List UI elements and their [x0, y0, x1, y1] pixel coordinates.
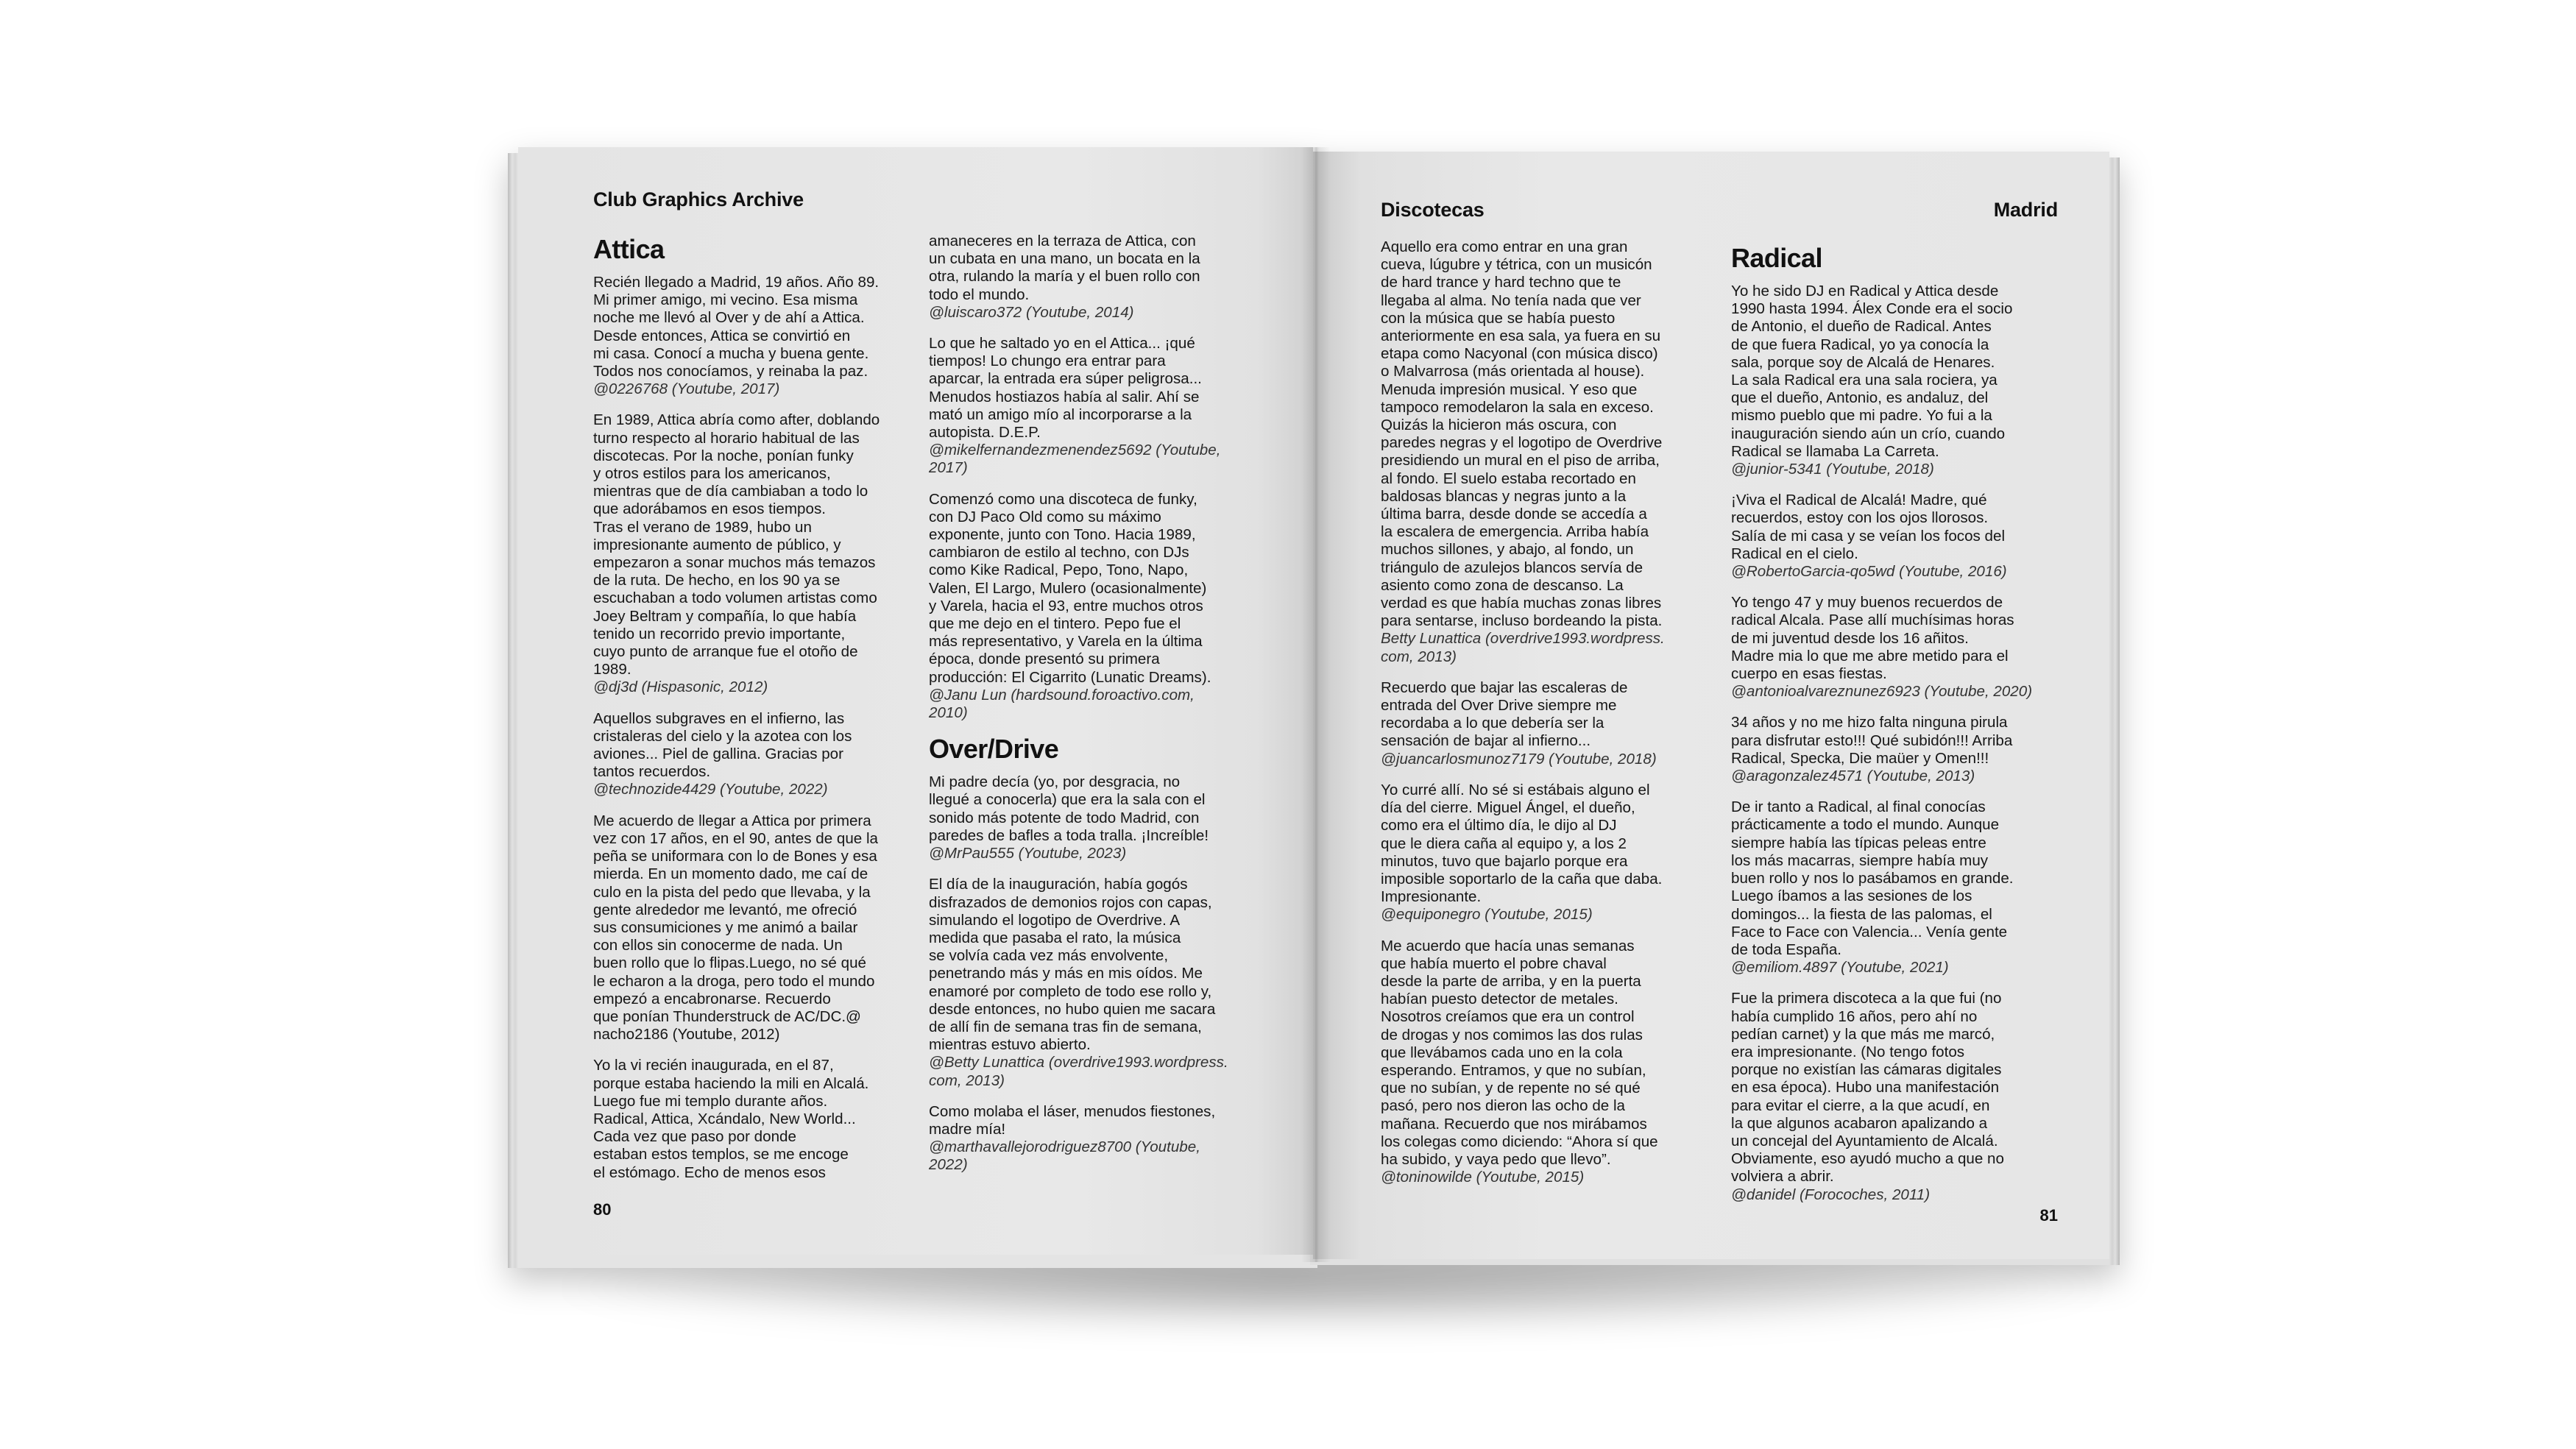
comment-text: De ir tanto a Radical, al final conocías prácticamente a todo el mundo. Aunque siempre había las típicas peleas entre los más macarras, siempre había muy buen rollo y nos lo pasábamos en grande. Luego íbamos a las sesiones de los domingos... la fiesta de las palomas, el Face to Face con Valencia... Venía gente de toda España. [1731, 798, 2014, 958]
comment-text: amaneceres en la terraza de Attica, con un cubata en una mano, un bocata en la otra, rulando la maría y el buen rollo con todo el mundo. [929, 233, 1200, 303]
comment-entry [1731, 492, 2055, 581]
comment-text: Yo tengo 47 y muy buenos recuerdos de radical Alcala. Pase allí muchísimas horas de mi juventud desde los 16 añitos. Madre mia lo que me abre metido para el cuerpo en esas fiestas. [1731, 594, 2014, 683]
comment-text: El día de la inauguración, había gogós disfrazados de demonios rojos con capas, simulando el logotipo de Overdrive. A medida que pasaba el rato, la música se volvía cada vez más envolvente, penetrando más y más en mis oídos. Me enamoré por completo de todo ese rollo y, desde entonces, no hubo quien me sacara de allí fin de semana tras fin de semana, mientras estuvo abierto. [929, 876, 1216, 1054]
left-column-1 [593, 230, 917, 1195]
comment-credit: @antonioalvareznunez6923 (Youtube, 2020) [1731, 683, 2033, 701]
right-column-2 [1731, 238, 2055, 1217]
comment-text: Recién llegado a Madrid, 19 años. Año 89. Mi primer amigo, mi vecino. Esa misma noche me llevó al Over y de ahí a Attica. Desde entonces, Attica se convirtió en mi casa. Conocí a mucha y buena gente. Todos nos conocíamos, y reinaba la paz. [593, 274, 880, 380]
comment-credit: @mikelfernandezmenendez5692 (Youtube, 2017) [929, 442, 1221, 477]
comment-entry [593, 274, 917, 398]
comment-entry [929, 491, 1253, 723]
comment-entry [1381, 238, 1705, 666]
comment-credit: @junior-5341 (Youtube, 2018) [1731, 461, 1934, 478]
comment-credit: @technozide4429 (Youtube, 2022) [593, 781, 828, 798]
comment-text: En 1989, Attica abría como after, doblando turno respecto al horario habitual de las discotecas. Por la noche, ponían funky y otros estilos para los americanos, mientras que de día cambiaban a todo lo que adorábamos en esos tiempos. Tras el verano de 1989, hubo un impresionante aumento de público, y empezaron a sonar muchos más temazos de la ruta. De hecho, en los 90 ya se escuchaban a todo volumen artistas como Joey Beltram y compañía, lo que había tenido un recorrido previo importante, cuyo punto de arranque fue el otoño de 1989. [593, 411, 880, 679]
comment-entry [1731, 714, 2055, 785]
running-head-section: Discotecas [1381, 199, 1485, 221]
comment-entry [593, 812, 917, 1044]
left-page [518, 147, 1313, 1255]
comment-entry [1731, 594, 2055, 701]
running-head-left: Club Graphics Archive [593, 188, 804, 210]
comment-entry [593, 411, 917, 696]
comment-text: Aquello era como entrar en una gran cueva, lúgubre y tétrica, con un musicón de hard trance y hard techno que te llegaba al alma. No tenía nada que ver con la música que se había puesto anteriormente en esa sala, ya fuera en su etapa como Nacyonal (con música disco) o Malvarrosa (más orientada al house). Menuda impresión musical. Y eso que tampoco remodelaron la sala en exceso. Quizás la hicieron más oscura, con paredes negras y el logotipo de Overdrive presidiendo un mural en el piso de arriba, al fondo. El suelo estaba recortado en baldosas blancas y negras junto a la última barra, desde donde se accedía a la escalera de emergencia. Arriba había muchos sillones, y abajo, al fondo, un triángulo de azulejos blancos servía de asiento como zona de descanso. La verdad es que había muchas zonas libres para sentarse, incluso bordeando la pista. [1381, 238, 1663, 630]
comment-text: Yo he sido DJ en Radical y Attica desde 1990 hasta 1994. Álex Conde era el socio de Antonio, el dueño de Radical. Antes de que fuera Radical, yo ya conocía la sala, porque soy de Alcalá de Henares. La sala Radical era una sala rociera, ya que el dueño, Antonio, es andaluz, del mismo pueblo que mi padre. Yo fui a la inauguración siendo aún un crío, cuando Radical se llamaba La Carreta. [1731, 283, 2013, 460]
comment-text: Mi padre decía (yo, por desgracia, no llegué a conocerla) que era la sala con el sonido más potente de todo Madrid, con paredes de bafles a toda tralla. ¡Increíble! [929, 773, 1209, 844]
section-heading-attica: Attica [593, 234, 665, 264]
comment-text: Como molaba el láser, menudos fiestones, madre mía! [929, 1102, 1216, 1138]
entries-radical [1731, 283, 2055, 1204]
comment-text: Me acuerdo que hacía unas semanas que había muerto el pobre chaval desde la parte de arriba, y en la puerta habían puesto detector de metales. Nosotros creíamos que era un control de drogas y nos comimos las dos rulas que llevábamos cada uno en la cola esperando. Entramos, y que no subían, que no subían, y de repente no sé qué pasó, pero nos dieron las ocho de la mañana. Recuerdo que nos mirábamos los colegas como diciendo: “Ahora sí que ha subido, y vaya pedo que llevo”. [1381, 937, 1658, 1168]
open-magazine [508, 147, 2120, 1269]
comment-entry [1731, 990, 2055, 1203]
comment-entry [1731, 798, 2055, 977]
comment-entry [593, 710, 917, 799]
page-number-right: 81 [2039, 1206, 2058, 1225]
right-page [1313, 152, 2109, 1259]
comment-entry [1381, 938, 1705, 1187]
comment-credit: @0226768 (Youtube, 2017) [593, 380, 780, 398]
comment-credit: @danidel (Forocoches, 2011) [1731, 1186, 1931, 1203]
comment-text: Fue la primera discoteca a la que fui (no había cumplido 16 años, pero ahí no pedían carnet) y la que más me marcó, era impresionante. (No tengo fotos porque no existían las cámaras digitales en esa época). Hubo una manifestación para evitar el cierre, a la que acudí, en la que algunos acabaron apalizando a un concejal del Ayuntamiento de Alcalá. Obviamente, eso ayudó mucho a que no volviera a abrir. [1731, 990, 2004, 1186]
comment-credit: @marthavallejorodriguez8700 (Youtube, 2022) [929, 1138, 1200, 1174]
comment-credit: @equiponegro (Youtube, 2015) [1381, 906, 1593, 924]
comment-text: ¡Viva el Radical de Alcalá! Madre, qué recuerdos, estoy con los ojos llorosos. Salía de mi casa y se veían los focos del Radical en el cielo. [1731, 492, 2006, 562]
comment-credit: @RobertoGarcia-qo5wd (Youtube, 2016) [1731, 563, 2007, 581]
comment-credit: @Betty Lunattica (overdrive1993.wordpress. com, 2013) [929, 1054, 1228, 1089]
right-column-1 [1381, 238, 1705, 1200]
comment-text: Me acuerdo de llegar a Attica por primera vez con 17 años, en el 90, antes de que la peña se uniformara con lo de Bones y esa mierda. En un momento dado, me caí de culo en la pista del pedo que llevaba, y la gente alrededor me levantó, me ofreció sus consumiciones y me animó a bailar con ellos sin conocerme de nada. Un buen rollo que lo flipas.Luego, no sé qué le echaron a la droga, pero todo el mundo empezó a encabronarse. Recuerdo que ponían Thunderstruck de AC/DC.@ nacho2186 (Youtube, 2012) [593, 812, 878, 1044]
entries-attica [593, 274, 917, 1182]
comment-entry [1731, 283, 2055, 478]
comment-entry [929, 876, 1253, 1089]
section-heading-radical: Radical [1731, 243, 1822, 273]
page-number-left: 80 [593, 1200, 612, 1219]
comment-entry [929, 335, 1253, 478]
comment-text: 34 años y no me hizo falta ninguna pirula para disfrutar esto!!! Qué subidón!!! Arriba Radical, Specka, Die maüer y Omen!!! [1731, 714, 2013, 767]
comment-credit: @Janu Lun (hardsound.foroactivo.com, 2010) [929, 686, 1195, 722]
comment-credit: @aragonzalez4571 (Youtube, 2013) [1731, 768, 1975, 785]
comment-text: Recuerdo que bajar las escaleras de entrada del Over Drive siempre me recordaba a lo que debería ser la sensación de bajar al infierno... [1381, 679, 1628, 750]
running-head-city: Madrid [1993, 199, 2058, 221]
entries-overdrive-cont [1381, 238, 1705, 1186]
comment-text: Yo la vi recién inaugurada, en el 87, porque estaba haciendo la mili en Alcalá. Luego fue mi templo durante años. Radical, Attica, Xcándalo, New World... Cada vez que paso por donde estaban estos templos, se me encoge el estómago. Echo de menos esos [593, 1057, 869, 1181]
comment-entry [929, 1103, 1253, 1175]
comment-credit: @luiscaro372 (Youtube, 2014) [929, 303, 1134, 321]
comment-text: Lo que he saltado yo en el Attica... ¡qué tiempos! Lo chungo era entrar para aparcar, la entrada era súper peligrosa... Menudos hostiazos había al salir. Ahí se mató un amigo mío al incorporarse a la autopista. D.E.P. [929, 335, 1202, 442]
comment-credit: Betty Lunattica (overdrive1993.wordpress. com, 2013) [1381, 630, 1665, 665]
comment-entry [593, 1057, 917, 1181]
comment-credit: @emiliom.4897 (Youtube, 2021) [1731, 959, 1949, 977]
comment-text: Aquellos subgraves en el infierno, las cristaleras del cielo y la azotea con los aviones... Piel de gallina. Gracias por tantos recuerdos. [593, 709, 852, 781]
comment-entry [929, 773, 1253, 862]
comment-entry [1381, 782, 1705, 924]
comment-entry [929, 233, 1253, 322]
comment-credit: @MrPau555 (Youtube, 2023) [929, 845, 1127, 862]
comment-text: Comenzó como una discoteca de funky, con DJ Paco Old como su máximo exponente, junto con Tono. Hacia 1989, cambiaron de estilo al techno, con DJs como Kike Radical, Pepo, Tono, Napo, Valen, El Largo, Mulero (ocasionalmente) y Varela, hacia el 93, entre muchos otros que me dejo en el tintero. Pepo fue el más representativo, y Varela en la última época, donde presentó su primera producción: El Cigarrito (Lunatic Dreams). [929, 490, 1211, 686]
entries-overdrive [929, 773, 1253, 1174]
left-column-2 [929, 233, 1253, 1188]
comment-credit: @juancarlosmunoz7179 (Youtube, 2018) [1381, 750, 1657, 768]
section-heading-overdrive: Over/Drive [929, 734, 1059, 765]
comment-entry [1381, 679, 1705, 768]
comment-credit: @dj3d (Hispasonic, 2012) [593, 679, 768, 696]
comment-text: Yo curré allí. No sé si estábais alguno el día del cierre. Miguel Ángel, el dueño, como era el último día, le dijo al DJ que le diera caña al equipo y, a los 2 minutos, tuvo que bajarlo porque era imposible soportarlo de la caña que daba. Impresionante. [1381, 781, 1663, 906]
entries-attica-cont [929, 233, 1253, 722]
comment-credit: @toninowilde (Youtube, 2015) [1381, 1169, 1585, 1186]
